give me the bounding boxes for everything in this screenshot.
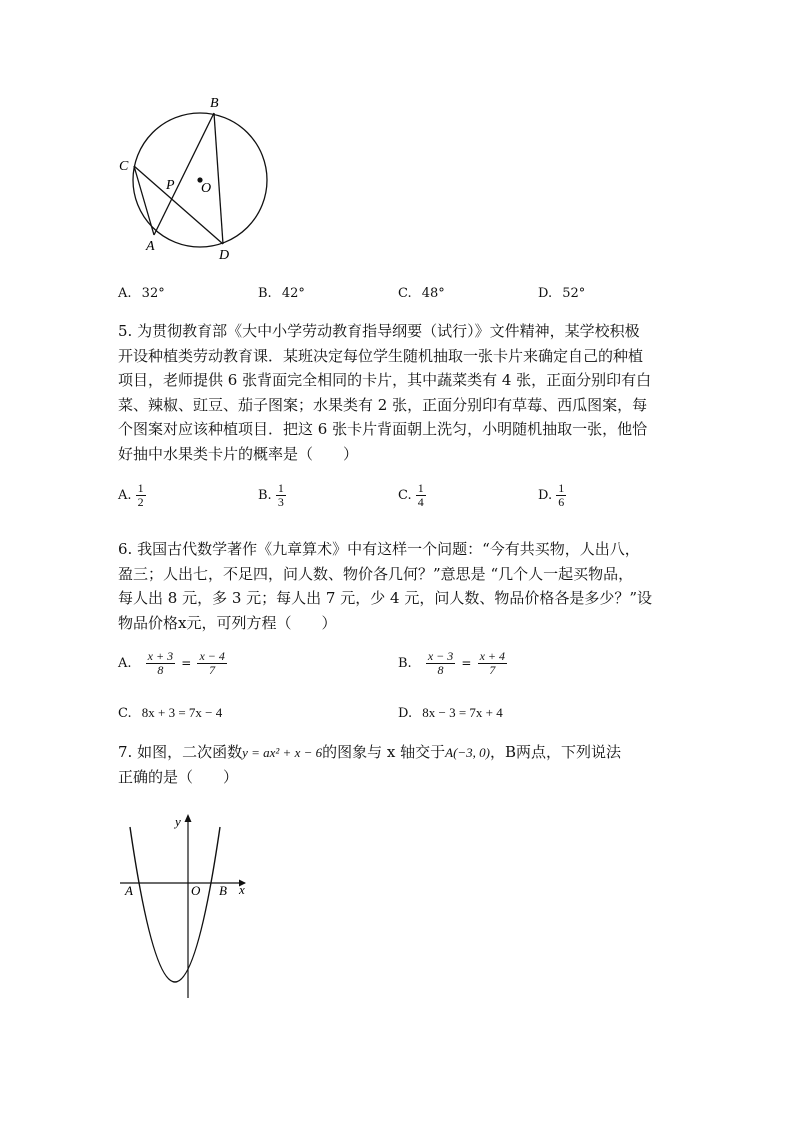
label-A: A bbox=[125, 883, 133, 898]
q5-option-a-numerator: 1 bbox=[137, 481, 144, 495]
label-C: C bbox=[119, 159, 129, 174]
q6-option-c[interactable] bbox=[118, 705, 222, 721]
q6-option-b-right-numerator: x + 4 bbox=[479, 649, 506, 663]
q6-line: 物品价格x元，可列方程（ ） bbox=[118, 613, 337, 632]
label-B: B bbox=[219, 883, 227, 898]
circle-figure bbox=[115, 92, 275, 262]
q6-option-a-right-numerator: x − 4 bbox=[199, 649, 225, 663]
q4-option-c-letter: C. bbox=[398, 286, 412, 301]
parabola-curve bbox=[130, 827, 220, 982]
q4-option-b-letter: B. bbox=[258, 286, 272, 301]
q6-option-b-left-numerator: x − 3 bbox=[427, 649, 454, 663]
q7-suffix: ，B两点，下列说法 bbox=[490, 743, 622, 761]
q6-option-a-right-fraction bbox=[197, 650, 226, 677]
q5-option-c-numerator: 1 bbox=[417, 481, 424, 495]
label-O: O bbox=[201, 181, 212, 196]
q7-line-1 bbox=[118, 740, 621, 765]
q6-line: 6. 我国古代数学著作《九章算术》中有这样一个问题：“今有共买物，人出八， bbox=[118, 540, 640, 558]
q5-line: 好抽中水果类卡片的概率是（ ） bbox=[118, 444, 359, 463]
q5-option-c[interactable] bbox=[398, 482, 426, 509]
q5-option-b[interactable] bbox=[258, 482, 286, 509]
q5-option-b-fraction bbox=[276, 482, 286, 509]
q5-option-c-letter: C. bbox=[398, 488, 412, 503]
q6-option-b-right-denominator: 7 bbox=[489, 663, 496, 677]
q6-option-b-equals: = bbox=[461, 656, 472, 670]
q6-option-c-letter: C. bbox=[118, 706, 132, 721]
q7-prefix: 7. 如图，二次函数 bbox=[118, 743, 243, 761]
q6-option-d-letter: D. bbox=[398, 706, 413, 721]
q6-line: 每人出 8 元，多 3 元；每人出 7 元，少 4 元，问人数、物品价格各是多少？”设 bbox=[118, 589, 652, 607]
label-B: B bbox=[210, 96, 219, 111]
q6-line: 盈三；人出七，不足四，问人数、物价各几何？”意思是 “几个人一起买物品， bbox=[118, 564, 634, 583]
q5-option-a-fraction bbox=[136, 482, 146, 509]
label-D: D bbox=[219, 248, 230, 262]
q5-option-d[interactable] bbox=[538, 482, 566, 509]
q5-option-b-letter: B. bbox=[258, 488, 272, 503]
q6-option-a-equals: = bbox=[181, 656, 192, 670]
q6-option-b-letter: B. bbox=[398, 656, 412, 671]
q4-option-b[interactable] bbox=[258, 286, 305, 301]
label-x: x bbox=[239, 882, 245, 897]
chord-BD bbox=[214, 113, 223, 244]
q5-option-b-numerator: 1 bbox=[277, 481, 284, 495]
q6-stem bbox=[118, 537, 678, 635]
q5-option-a-denominator: 2 bbox=[137, 495, 144, 509]
label-y: y bbox=[175, 814, 181, 829]
q6-option-b-left-denominator: 8 bbox=[437, 663, 444, 677]
q5-option-a-letter: A. bbox=[118, 488, 132, 503]
q4-option-a[interactable] bbox=[118, 286, 165, 301]
q5-option-c-fraction bbox=[416, 482, 426, 509]
q4-option-d-letter: D. bbox=[538, 286, 553, 301]
q5-option-d-numerator: 1 bbox=[558, 481, 565, 495]
q6-option-b[interactable] bbox=[398, 650, 507, 677]
q6-option-a-left-fraction bbox=[146, 650, 175, 677]
q6-option-a-left-denominator: 8 bbox=[157, 663, 164, 677]
q6-option-a-letter: A. bbox=[118, 656, 132, 671]
chord-BA bbox=[154, 113, 214, 235]
q5-line: 5. 为贯彻教育部《大中小学劳动教育指导纲要（试行）》文件精神，某学校积极 bbox=[118, 322, 640, 340]
q5-line: 项目，老师提供 6 张背面完全相同的卡片，其中蔬菜类有 4 张，正面分别印有白 bbox=[118, 371, 652, 389]
q4-option-a-text: 32° bbox=[141, 286, 165, 301]
label-P: P bbox=[166, 178, 175, 193]
q5-option-c-denominator: 4 bbox=[417, 495, 424, 509]
q4-option-a-letter: A. bbox=[118, 286, 132, 301]
q5-line: 开设种植类劳动教育课．某班决定每位学生随机抽取一张卡片来确定自己的种植 bbox=[118, 346, 644, 365]
q5-option-a[interactable] bbox=[118, 482, 146, 509]
q5-option-d-denominator: 6 bbox=[558, 495, 565, 509]
q5-stem bbox=[118, 319, 678, 466]
q5-option-d-letter: D. bbox=[538, 488, 553, 503]
q5-line: 个图案对应该种植项目．把这 6 张卡片背面朝上洗匀，小明随机抽取一张，他恰 bbox=[118, 420, 648, 438]
q7-mid: 的图象与 x 轴交于 bbox=[322, 743, 446, 761]
q4-option-c[interactable] bbox=[398, 286, 445, 301]
q5-line: 菜、辣椒、豇豆、茄子图案；水果类有 2 张，正面分别印有草莓、西瓜图案，每 bbox=[118, 395, 648, 414]
y-axis-arrow bbox=[185, 814, 192, 822]
q4-option-d[interactable] bbox=[538, 286, 585, 301]
label-A: A bbox=[146, 239, 155, 254]
q5-option-d-fraction bbox=[556, 482, 566, 509]
q7-point-a: A(−3, 0) bbox=[445, 745, 490, 760]
q5-option-b-denominator: 3 bbox=[277, 495, 284, 509]
q6-option-a[interactable] bbox=[118, 650, 227, 677]
q4-option-d-text: 52° bbox=[562, 286, 586, 301]
q7-function: y = ax² + x − 6 bbox=[242, 745, 323, 760]
q6-option-b-right-fraction bbox=[478, 650, 507, 677]
parabola-figure bbox=[115, 810, 255, 1002]
q6-option-a-left-numerator: x + 3 bbox=[147, 649, 174, 663]
q7-line-2: 正确的是（ ） bbox=[118, 768, 239, 786]
q6-option-b-left-fraction bbox=[426, 650, 455, 677]
q4-option-b-text: 42° bbox=[281, 286, 305, 301]
q6-option-c-text: 8x + 3 = 7x − 4 bbox=[141, 705, 223, 720]
q4-option-c-text: 48° bbox=[421, 286, 445, 301]
label-O: O bbox=[191, 883, 201, 898]
q6-option-d-text: 8x − 3 = 7x + 4 bbox=[422, 705, 503, 720]
chord-CD bbox=[134, 166, 223, 244]
chord-CA bbox=[134, 166, 154, 235]
q6-option-d[interactable] bbox=[398, 705, 503, 721]
q6-option-a-right-denominator: 7 bbox=[209, 663, 216, 677]
